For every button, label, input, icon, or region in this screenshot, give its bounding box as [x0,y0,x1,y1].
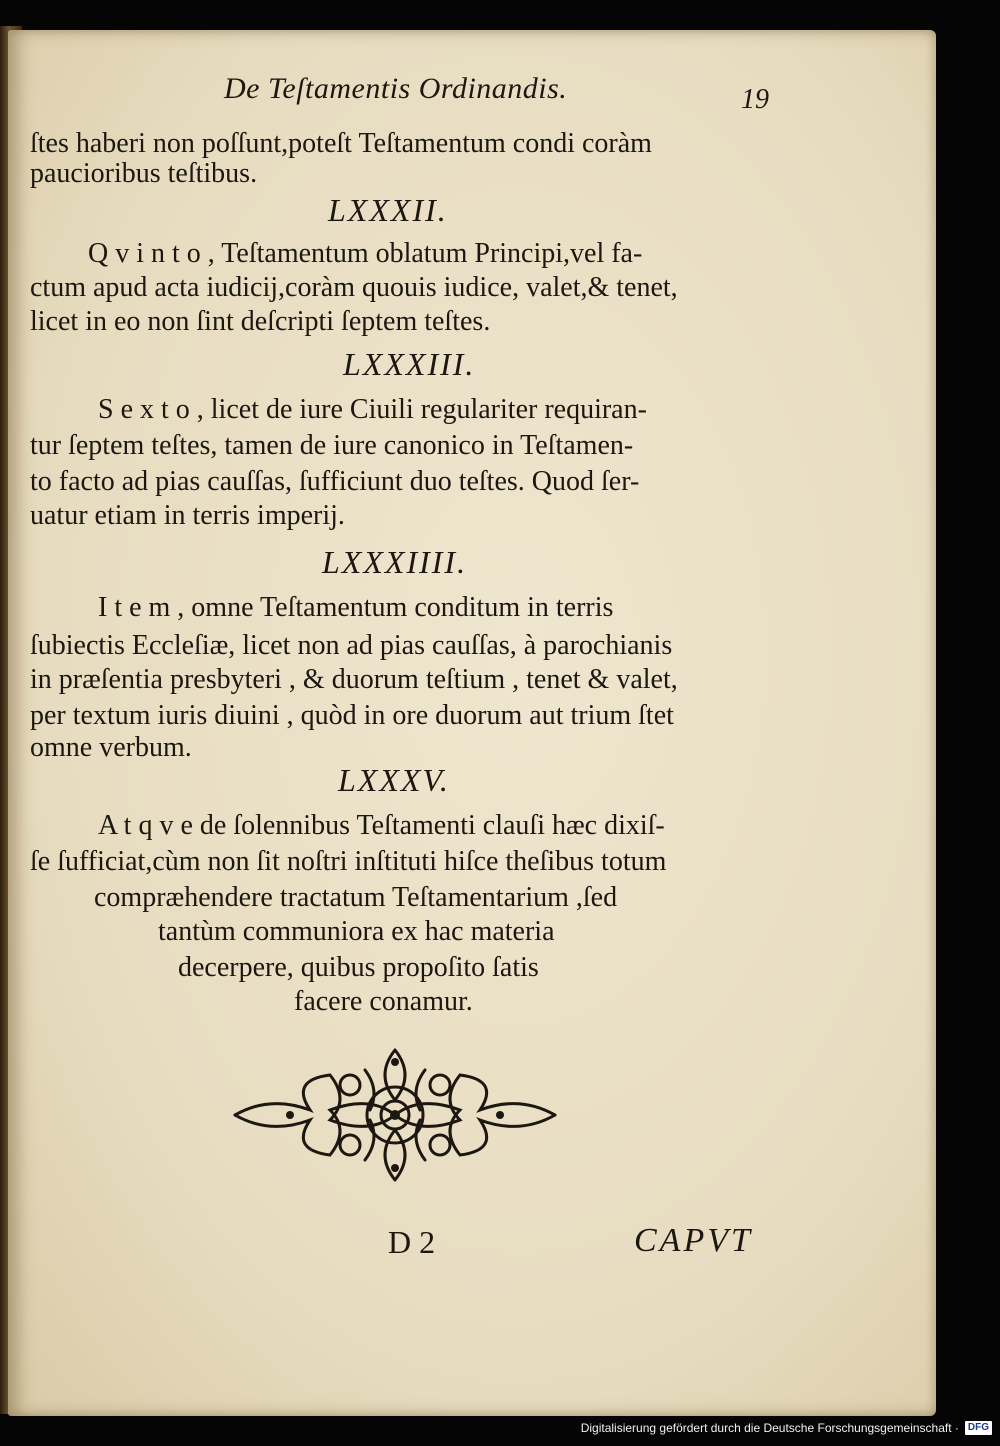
signature-mark: D 2 [388,1224,436,1260]
text-line: S e x t o , licet de iure Ciuili regulariter requiran- [98,394,647,425]
text-line: uatur etiam in terris imperij. [30,500,345,531]
text-line: ctum apud acta iudicij,coràm quouis iudice, valet,& tenet, [30,272,678,303]
credit-text: Digitalisierung gefördert durch die Deutsche Forschungsgemeinschaft · [580,1421,959,1435]
text-line: ſubiectis Eccleſiæ, licet non ad pias cauſſas, à parochianis [30,630,673,661]
text-line: decerpere, quibus propoſito ſatis [178,952,539,983]
text-line: tur ſeptem teſtes, tamen de iure canonico in Teſtamen- [30,430,634,461]
text-line: tantùm communiora ex hac materia [158,916,555,947]
text-line: facere conamur. [294,986,473,1017]
section-number: LXXXIII. [343,346,476,382]
text-line: to facto ad pias cauſſas, ſufficiunt duo teſtes. Quod ſer- [30,466,640,497]
section-number: LXXXV. [338,762,450,798]
text-line: compræhendere tractatum Teſtamentarium ,ſed [94,882,618,913]
text-line: per textum iuris diuini , quòd in ore duorum aut trium ſtet [30,700,674,731]
section-number: LXXXII. [328,192,448,228]
running-title: De Teſtamentis Ordinandis. [224,72,568,105]
decorative-fleuron-ornament-icon [230,1040,560,1190]
text-line: ſtes haberi non poſſunt,poteſt Teſtamentum condi coràm [30,128,652,159]
section-number: LXXXIIII. [322,544,468,580]
page-number: 19 [741,84,769,115]
text-line: in præſentia presbyteri , & duorum teſtium , tenet & valet, [30,664,678,695]
digitization-credit-bar [0,1418,992,1438]
text-line: ſe ſufficiat,cùm non ſit noſtri inſtituti hiſce theſibus totum [30,846,667,877]
text-line: Q v i n t o , Teſtamentum oblatum Principi,vel fa- [88,238,643,269]
text-line: licet in eo non ſint deſcripti ſeptem teſtes. [30,306,491,337]
text-line: I t e m , omne Teſtamentum conditum in terris [98,592,614,623]
catchword: CAPVT [634,1222,753,1259]
text-line: A t q v e de ſolennibus Teſtamenti clauſi hæc dixiſ- [98,810,665,841]
dfg-logo-icon: DFG [965,1421,992,1435]
text-line: paucioribus teſtibus. [30,158,258,189]
text-line: omne verbum. [30,732,192,763]
